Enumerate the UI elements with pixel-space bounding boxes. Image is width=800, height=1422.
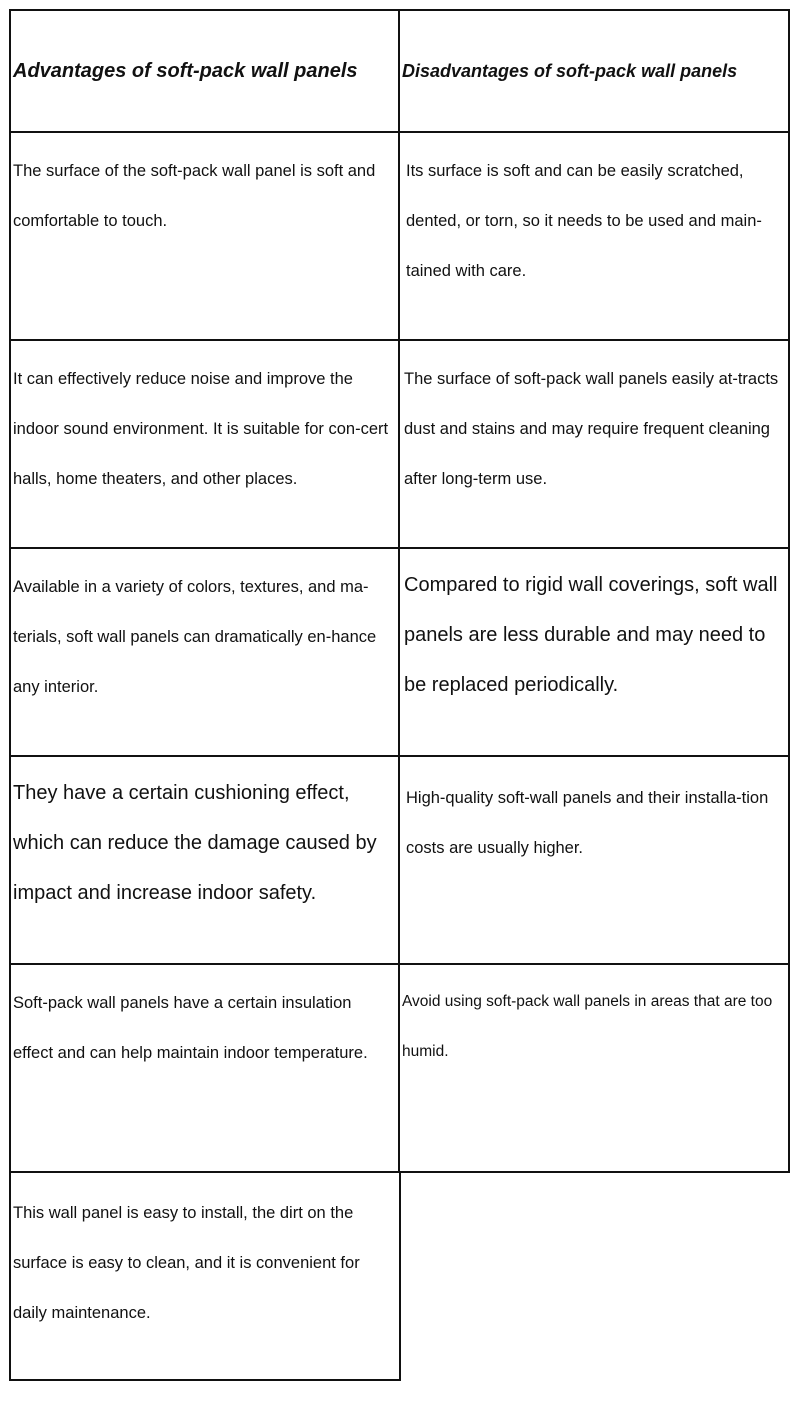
disadvantage-text: The surface of soft-pack wall panels easily at-tracts dust and stains and may require frequent cleaning after long-term use. bbox=[404, 370, 779, 488]
advantage-cell bbox=[9, 339, 401, 549]
advantage-cell bbox=[9, 755, 401, 965]
disadvantage-text: Its surface is soft and can be easily scratched, dented, or torn, so it needs to be used and main-tained with care. bbox=[406, 162, 762, 280]
advantage-text: They have a certain cushioning effect, which can reduce the damage caused by impact and increase indoor safety. bbox=[13, 782, 377, 904]
advantage-cell bbox=[9, 1171, 401, 1381]
header-disadvantages bbox=[398, 9, 790, 133]
disadvantage-cell bbox=[398, 755, 790, 965]
disadvantage-cell bbox=[398, 963, 790, 1173]
advantage-cell bbox=[9, 131, 401, 341]
disadvantage-text: Avoid using soft-pack wall panels in areas that are too humid. bbox=[402, 993, 773, 1060]
advantage-text: It can effectively reduce noise and improve the indoor sound environment. It is suitable for con-cert halls, home theaters, and other places. bbox=[13, 370, 389, 488]
disadvantage-cell bbox=[398, 131, 790, 341]
disadvantage-cell bbox=[398, 547, 790, 757]
advantage-cell bbox=[9, 963, 401, 1173]
advantage-text: Available in a variety of colors, textures, and ma-terials, soft wall panels can dramatically en-hance any interior. bbox=[13, 578, 377, 696]
advantage-cell bbox=[9, 547, 401, 757]
header-advantages-label: Advantages of soft-pack wall panels bbox=[13, 59, 358, 82]
header-disadvantages-label: Disadvantages of soft-pack wall panels bbox=[402, 60, 738, 81]
disadvantage-text: Compared to rigid wall coverings, soft wall panels are less durable and may need to be replaced periodically. bbox=[404, 574, 778, 696]
advantage-text: Soft-pack wall panels have a certain insulation effect and can help maintain indoor temperature. bbox=[13, 994, 368, 1062]
header-advantages bbox=[9, 9, 401, 133]
advantage-text: The surface of the soft-pack wall panel is soft and comfortable to touch. bbox=[13, 162, 376, 230]
advantage-text: This wall panel is easy to install, the dirt on the surface is easy to clean, and it is convenient for daily maintenance. bbox=[13, 1204, 360, 1322]
disadvantage-cell bbox=[398, 339, 790, 549]
disadvantage-text: High-quality soft-wall panels and their installa-tion costs are usually higher. bbox=[406, 789, 769, 857]
